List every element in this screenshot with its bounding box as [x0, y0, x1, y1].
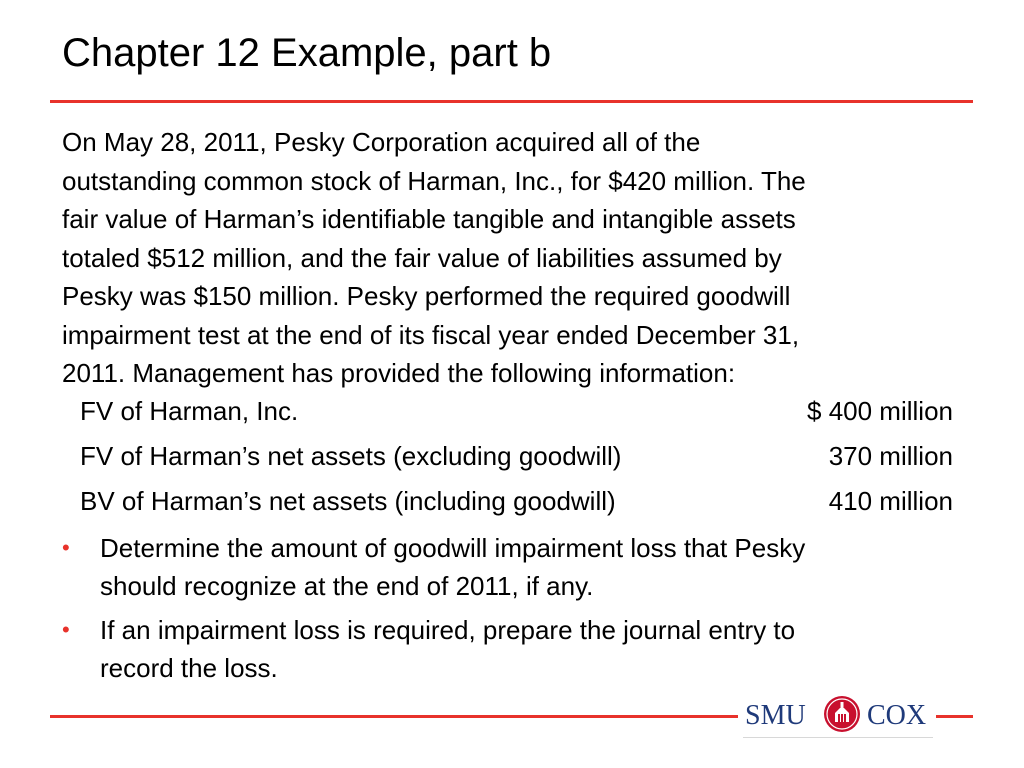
logo-smu-text: SMU	[745, 700, 806, 731]
paragraph-line: fair value of Harman’s identifiable tangible and intangible assets	[62, 204, 796, 234]
paragraph-line: impairment test at the end of its fiscal year ended December 31,	[62, 319, 800, 350]
info-row-value: 410 million	[828, 486, 953, 516]
paragraph-line: 2011. Management has provided the following information:	[62, 358, 736, 388]
info-row-value: 370 million	[828, 441, 953, 471]
title-divider	[50, 100, 973, 103]
info-row-label: FV of Harman, Inc.	[80, 396, 299, 426]
info-row-fv-net-assets	[80, 437, 953, 475]
bullet-icon: •	[62, 617, 70, 642]
footer-divider-left	[50, 715, 738, 718]
info-row-label: BV of Harman’s net assets (including goodwill)	[80, 486, 616, 516]
bullet-line: should recognize at the end of 2011, if any.	[100, 571, 594, 601]
problem-paragraph	[62, 123, 962, 393]
paragraph-line: Pesky was $150 million. Pesky performed the required goodwill	[62, 281, 791, 311]
smu-cox-logo	[743, 693, 933, 739]
logo-underline	[743, 737, 933, 738]
logo-cox-text: COX	[867, 700, 927, 731]
info-row-value: $ 400 million	[807, 396, 953, 426]
bullet-line: If an impairment loss is required, prepare the journal entry to	[100, 615, 796, 645]
info-row-label: FV of Harman’s net assets (excluding goodwill)	[80, 441, 622, 471]
footer-divider-right	[936, 715, 973, 718]
bullet-line: record the loss.	[100, 653, 278, 683]
info-row-fv-harman	[80, 392, 953, 430]
smu-seal-icon	[823, 695, 861, 733]
bullet-icon: •	[62, 535, 70, 560]
bullet-text	[100, 611, 795, 687]
bullet-text	[100, 529, 805, 605]
info-row-bv-net-assets	[80, 482, 953, 520]
slide-title: Chapter 12 Example, part b	[62, 31, 552, 75]
bullet-line: Determine the amount of goodwill impairment loss that Pesky	[100, 533, 806, 563]
paragraph-line: outstanding common stock of Harman, Inc., for $420 million. The	[62, 165, 806, 196]
paragraph-line: On May 28, 2011, Pesky Corporation acquired all of the	[62, 127, 701, 157]
paragraph-line: totaled $512 million, and the fair value of liabilities assumed by	[62, 242, 782, 273]
